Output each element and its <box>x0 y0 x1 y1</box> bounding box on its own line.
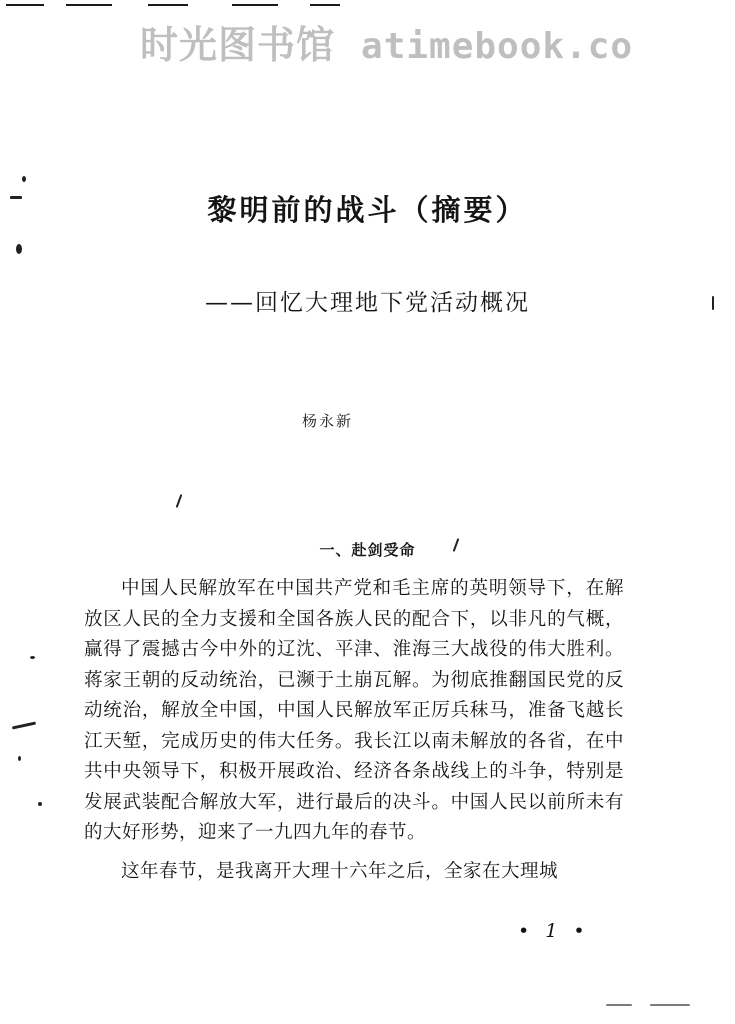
scan-speck <box>712 296 714 310</box>
scan-artifact-line <box>66 4 112 6</box>
article-subtitle: ——回忆大理地下党活动概况 <box>205 290 530 316</box>
scan-artifact-line <box>310 4 340 6</box>
article-title: 黎明前的战斗（摘要） <box>207 193 528 227</box>
scan-speck <box>12 722 36 730</box>
scan-speck <box>16 244 22 254</box>
article-author: 杨永新 <box>301 412 353 430</box>
watermark-site-url: atimebook.co <box>361 26 634 67</box>
scan-speck <box>38 802 42 806</box>
scan-artifact-line <box>232 4 278 6</box>
scan-speck <box>10 196 22 199</box>
scan-artifact-line <box>6 4 44 6</box>
section-heading: 一、赴剑受命 <box>319 541 416 559</box>
watermark-site-name: 时光图书馆 <box>140 23 336 67</box>
scan-artifact-line <box>148 4 188 6</box>
scan-speck <box>176 494 183 508</box>
scan-speck <box>18 756 21 761</box>
page-number: • 1 • <box>518 920 590 942</box>
article-body <box>84 574 624 887</box>
body-paragraph: 这年春节，是我离开大理十六年之后，全家在大理城 <box>121 860 559 882</box>
scan-speck <box>22 176 26 182</box>
scan-speck <box>650 1004 690 1006</box>
watermark <box>140 14 633 69</box>
body-paragraph: 中国人民解放军在中国共产党和毛主席的英明领导下，在解放区人民的全力支援和全国各族人民的配合下，以非凡的气概，赢得了震撼古今中外的辽沈、平津、淮海三大战役的伟大胜利。蒋家王朝的反动统治，已濒于土崩瓦解。为彻底推翻国民党的反动统治，解放全中国，中国人民解放军正厉兵秣马，准备飞越长江天堑，完成历史的伟大任务。我长江以南未解放的各省，在中共中央领导下，积极开展政治、经济各条战线上的斗争，特别是发展武装配合解放大军，进行最后的决斗。中国人民以前所未有的大好形势，迎来了一九四九年的春节。 <box>84 578 624 843</box>
scan-speck <box>606 1004 632 1006</box>
scan-speck <box>30 656 35 659</box>
